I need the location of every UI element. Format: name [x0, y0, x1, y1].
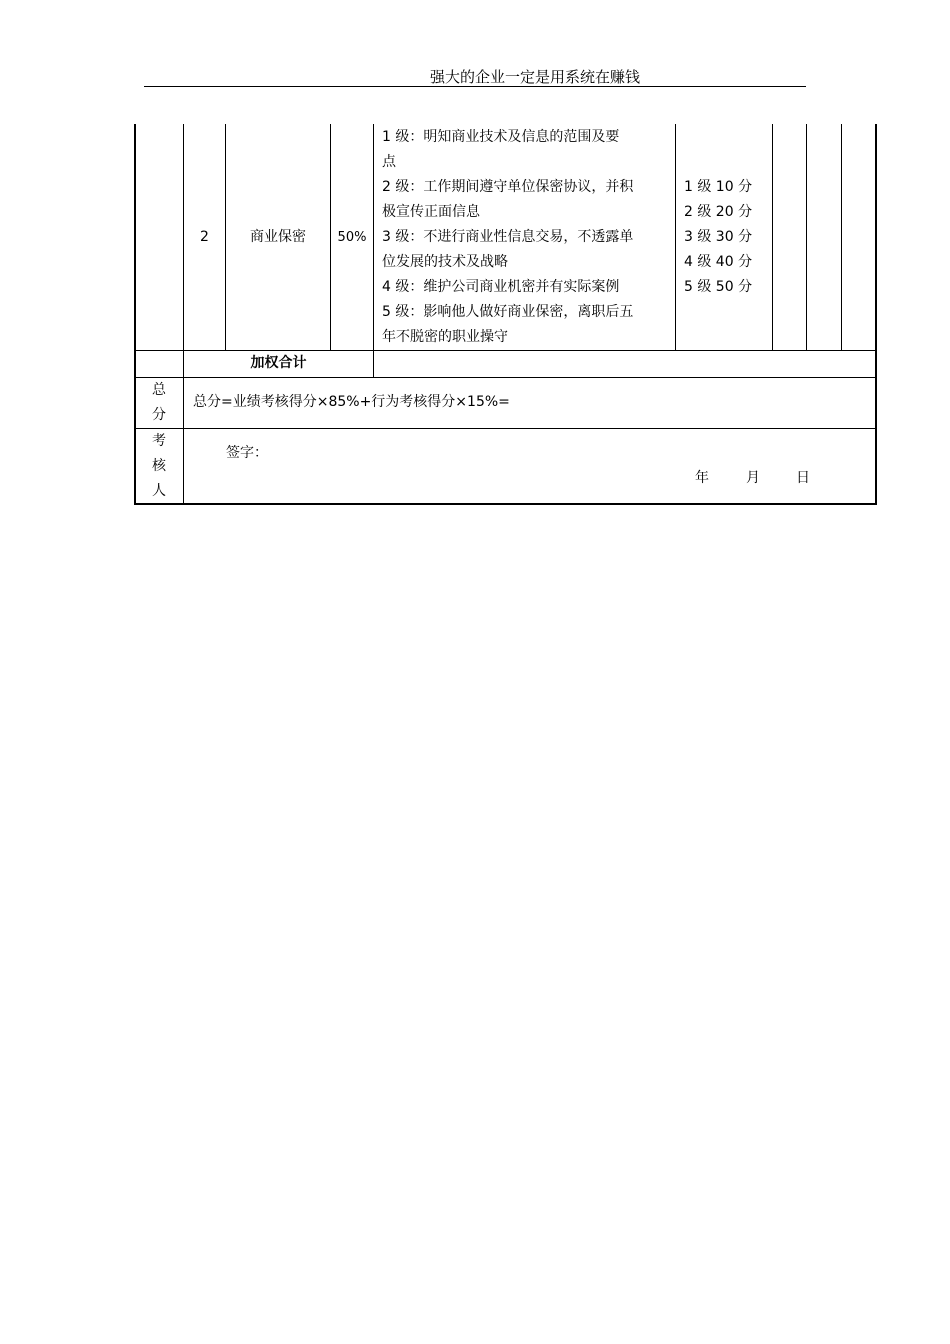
reviewer-label-char: 核: [152, 458, 166, 474]
description-line: 位发展的技术及战略: [382, 254, 508, 270]
column-divider: [806, 124, 807, 350]
description-line: 2 级：工作期间遵守单位保密协议，并积: [382, 179, 634, 195]
date-year-label: 年: [695, 470, 709, 486]
score-line: 1 级 10 分: [684, 179, 753, 195]
total-label-char: 总: [152, 382, 166, 398]
description-line: 点: [382, 154, 396, 170]
row-weight: 50%: [337, 230, 367, 245]
weighted-total-label: 加权合计: [250, 355, 307, 371]
column-divider: [183, 124, 184, 505]
row-index: 2: [200, 229, 209, 245]
table-border-bottom: [134, 503, 877, 505]
signature-label: 签字：: [226, 445, 268, 461]
description-line: 年不脱密的职业操守: [382, 329, 508, 345]
column-divider: [772, 124, 773, 350]
row-scores: [684, 175, 752, 300]
score-line: 4 级 40 分: [684, 254, 753, 270]
score-line: 2 级 20 分: [684, 204, 753, 220]
column-divider: [675, 124, 676, 350]
score-line: 5 级 50 分: [684, 279, 753, 295]
description-line: 5 级：影响他人做好商业保密，离职后五: [382, 304, 634, 320]
description-line: 极宣传正面信息: [382, 204, 480, 220]
total-formula: 总分=业绩考核得分×85%+行为考核得分×15%=: [193, 394, 510, 410]
page-header-title: 强大的企业一定是用系统在赚钱: [430, 68, 641, 86]
description-line: 1 级：明知商业技术及信息的范围及要: [382, 129, 620, 145]
date-day-label: 日: [796, 470, 810, 486]
description-line: 4 级：维护公司商业机密并有实际案例: [382, 279, 620, 295]
row-divider: [134, 428, 876, 429]
table-border-right: [875, 124, 877, 505]
date-month-label: 月: [746, 470, 760, 486]
total-label-char: 分: [152, 407, 166, 423]
header-divider: [144, 86, 806, 87]
row-name: 商业保密: [250, 229, 306, 245]
row-description: [382, 125, 633, 350]
score-line: 3 级 30 分: [684, 229, 753, 245]
row-divider: [134, 377, 876, 378]
reviewer-label-char: 考: [152, 433, 166, 449]
column-divider: [841, 124, 842, 350]
reviewer-label: [135, 429, 183, 504]
reviewer-label-char: 人: [152, 483, 166, 499]
description-line: 3 级：不进行商业性信息交易，不透露单: [382, 229, 634, 245]
total-label: [135, 378, 183, 428]
column-divider: [373, 124, 374, 377]
